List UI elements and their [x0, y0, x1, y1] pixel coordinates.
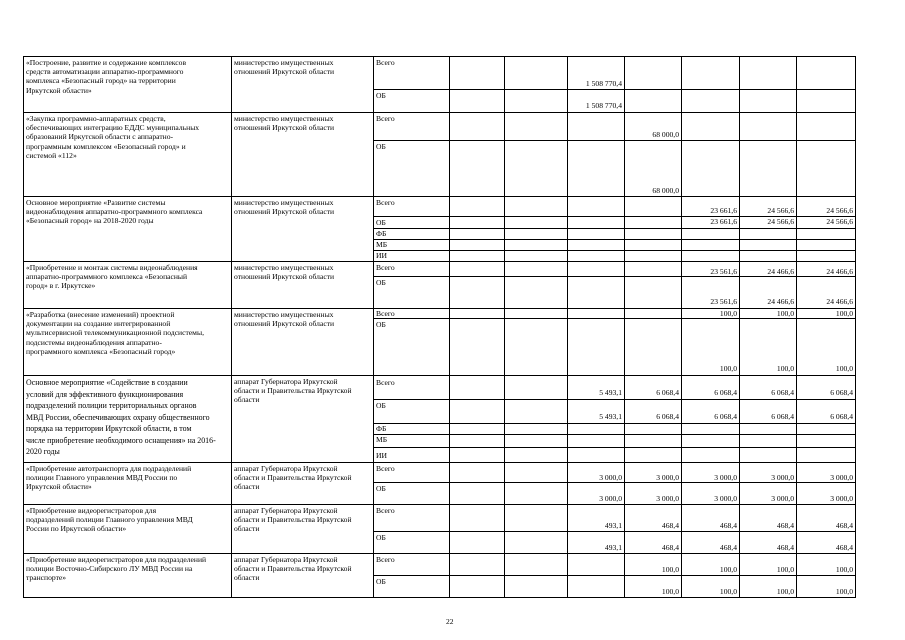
- value-cell: 100,0: [776, 587, 794, 596]
- source-label: ОБ: [376, 218, 386, 227]
- value-cell: 5 493,1: [599, 412, 622, 421]
- source-label: Всего: [376, 58, 395, 67]
- value-cell: 100,0: [776, 309, 794, 318]
- value-cell: 100,0: [719, 565, 737, 574]
- value-cell: 24 566,6: [826, 206, 853, 215]
- source-label: Всего: [376, 378, 395, 387]
- value-cell: 5 493,1: [599, 388, 622, 397]
- value-cell: 100,0: [835, 565, 853, 574]
- value-cell: 100,0: [835, 309, 853, 318]
- subrow-border: [373, 399, 856, 400]
- subrow-border: [373, 89, 856, 90]
- column-divider-source: [373, 56, 374, 598]
- value-cell: 24 466,6: [767, 267, 794, 276]
- value-cell: 493,1: [604, 521, 622, 530]
- value-cell: 3 000,0: [771, 473, 794, 482]
- executor-name: министерство имущественных отношений Иркутской области: [234, 58, 335, 77]
- subrow-border: [373, 575, 856, 576]
- subrow-border: [373, 250, 856, 251]
- value-cell: 6 068,4: [771, 388, 794, 397]
- subrow-border: [373, 531, 856, 532]
- value-cell: 6 068,4: [656, 412, 679, 421]
- row-border: [23, 196, 856, 197]
- row-border: [23, 112, 856, 113]
- measure-name: «Построение, развитие и содержание комплексов средств автоматизации аппаратно-программного комплекса «Безопасный город» на территории Иркутской области»: [26, 58, 187, 95]
- measure-name: «Приобретение видеорегистраторов для подразделений полиции Восточно-Сибирского ЛУ МВД России на транспорте»: [26, 555, 207, 583]
- value-cell: 1 508 770,4: [585, 79, 622, 88]
- source-label: Всего: [376, 114, 395, 123]
- value-cell: 468,4: [776, 543, 794, 552]
- table-border-left: [23, 56, 24, 598]
- subrow-border: [373, 318, 856, 319]
- value-cell: 100,0: [719, 587, 737, 596]
- value-cell: 468,4: [661, 543, 679, 552]
- value-cell: 3 000,0: [599, 494, 622, 503]
- source-label: Всего: [376, 555, 395, 564]
- table-border-right: [855, 56, 856, 598]
- source-label: ОБ: [376, 142, 386, 151]
- column-divider-1: [449, 56, 450, 598]
- value-cell: 1 508 770,4: [585, 101, 622, 110]
- subrow-border: [373, 423, 856, 424]
- measure-name: «Приобретение автотранспорта для подразделений полиции Главного управления МВД России по Иркутской области»: [26, 464, 192, 492]
- value-cell: 493,1: [604, 543, 622, 552]
- value-cell: 24 466,6: [826, 267, 853, 276]
- value-cell: 100,0: [719, 309, 737, 318]
- row-border: [23, 597, 856, 598]
- source-label: Всего: [376, 198, 395, 207]
- source-label: МБ: [376, 435, 388, 444]
- value-cell: 100,0: [776, 364, 794, 373]
- source-label: ОБ: [376, 484, 386, 493]
- value-cell: 100,0: [661, 565, 679, 574]
- value-cell: 100,0: [776, 565, 794, 574]
- source-label: ФБ: [376, 424, 387, 433]
- value-cell: 3 000,0: [714, 494, 737, 503]
- executor-name: аппарат Губернатора Иркутской области и Правительства Иркутской области: [234, 555, 352, 583]
- value-cell: 24 566,6: [767, 217, 794, 226]
- value-cell: 6 068,4: [830, 388, 853, 397]
- source-label: ОБ: [376, 278, 386, 287]
- value-cell: 3 000,0: [830, 494, 853, 503]
- executor-name: министерство имущественных отношений Иркутской области: [234, 263, 335, 282]
- value-cell: 68 000,0: [652, 186, 679, 195]
- source-label: МБ: [376, 240, 388, 249]
- value-cell: 68 000,0: [652, 130, 679, 139]
- subrow-border: [373, 276, 856, 277]
- source-label: Всего: [376, 263, 395, 272]
- column-divider-3: [567, 56, 568, 598]
- subrow-border: [373, 228, 856, 229]
- source-label: ИИ: [376, 451, 387, 460]
- value-cell: 468,4: [835, 521, 853, 530]
- column-divider-5: [681, 56, 682, 598]
- executor-name: министерство имущественных отношений Иркутской области: [234, 310, 335, 329]
- value-cell: 100,0: [719, 364, 737, 373]
- value-cell: 24 466,6: [767, 297, 794, 306]
- subrow-border: [373, 239, 856, 240]
- value-cell: 100,0: [835, 587, 853, 596]
- measure-name: «Разработка (внесение изменений) проектной документации на создание интегрированной мультисервисной телекоммуникационной подсистемы, подсистемы видеонаблюдения аппаратно- программного комплекса «Безопасный город»: [26, 310, 204, 356]
- value-cell: 6 068,4: [714, 388, 737, 397]
- measure-name: «Приобретение и монтаж системы видеонаблюдения аппаратно-программного комплекса «Безопасный город» в г. Иркутске»: [26, 263, 198, 291]
- column-divider-2: [504, 56, 505, 598]
- value-cell: 23 661,6: [710, 217, 737, 226]
- source-label: ОБ: [376, 91, 386, 100]
- row-border: [23, 375, 856, 376]
- value-cell: 468,4: [835, 543, 853, 552]
- measure-name: Основное мероприятие «Развитие системы видеонаблюдения аппаратно-программного комплекса «Безопасный город» на 2018-2020 годы: [26, 198, 203, 226]
- subrow-border: [373, 434, 856, 435]
- value-cell: 6 068,4: [830, 412, 853, 421]
- source-label: ИИ: [376, 251, 387, 260]
- row-border: [23, 462, 856, 463]
- source-label: ОБ: [376, 577, 386, 586]
- value-cell: 6 068,4: [656, 388, 679, 397]
- value-cell: 6 068,4: [714, 412, 737, 421]
- subrow-border: [373, 447, 856, 448]
- source-label: ОБ: [376, 401, 386, 410]
- source-label: ФБ: [376, 229, 387, 238]
- value-cell: 468,4: [719, 521, 737, 530]
- value-cell: 3 000,0: [656, 473, 679, 482]
- value-cell: 24 566,6: [767, 206, 794, 215]
- executor-name: министерство имущественных отношений Иркутской области: [234, 198, 335, 217]
- value-cell: 100,0: [661, 587, 679, 596]
- source-label: ОБ: [376, 320, 386, 329]
- executor-name: аппарат Губернатора Иркутской области и Правительства Иркутской области: [234, 377, 352, 405]
- subrow-border: [373, 482, 856, 483]
- source-label: Всего: [376, 464, 395, 473]
- executor-name: аппарат Губернатора Иркутской области и Правительства Иркутской области: [234, 464, 352, 492]
- value-cell: 468,4: [719, 543, 737, 552]
- value-cell: 6 068,4: [771, 412, 794, 421]
- value-cell: 3 000,0: [830, 473, 853, 482]
- value-cell: 100,0: [835, 364, 853, 373]
- row-border: [23, 56, 856, 57]
- value-cell: 24 566,6: [826, 217, 853, 226]
- measure-name: Основное мероприятие «Содействие в создании условий для эффективного функционирования подразделений полиции территориальных органов МВД России, обеспечивающих охрану общественного порядка на территории Иркутской области, в том числе приобретение необходимого оснащения» на 2016- 2020 годы: [26, 378, 216, 456]
- source-label: ОБ: [376, 533, 386, 542]
- value-cell: 3 000,0: [656, 494, 679, 503]
- value-cell: 23 561,6: [710, 267, 737, 276]
- page-number: 22: [446, 617, 454, 626]
- row-border: [23, 553, 856, 554]
- value-cell: 3 000,0: [771, 494, 794, 503]
- value-cell: 3 000,0: [599, 473, 622, 482]
- row-border: [23, 261, 856, 262]
- source-label: Всего: [376, 309, 395, 318]
- measure-name: «Закупка программно-аппаратных средств, обеспечивающих интеграцию ЕДДС муниципальных образований Иркутской области с аппаратно- программным комплексом «Безопасный город» и системой «112»: [26, 114, 200, 160]
- value-cell: 23 561,6: [710, 297, 737, 306]
- row-border: [23, 504, 856, 505]
- value-cell: 3 000,0: [714, 473, 737, 482]
- column-divider-7: [796, 56, 797, 598]
- value-cell: 24 466,6: [826, 297, 853, 306]
- subrow-border: [373, 140, 856, 141]
- value-cell: 23 661,6: [710, 206, 737, 215]
- executor-name: министерство имущественных отношений Иркутской области: [234, 114, 335, 133]
- executor-name: аппарат Губернатора Иркутской области и Правительства Иркутской области: [234, 506, 352, 534]
- column-divider-executor: [231, 56, 232, 598]
- measure-name: «Приобретение видеорегистраторов для подразделений полиции Главного управления МВД России по Иркутской области»: [26, 506, 193, 534]
- value-cell: 468,4: [661, 521, 679, 530]
- source-label: Всего: [376, 506, 395, 515]
- value-cell: 468,4: [776, 521, 794, 530]
- column-divider-6: [739, 56, 740, 598]
